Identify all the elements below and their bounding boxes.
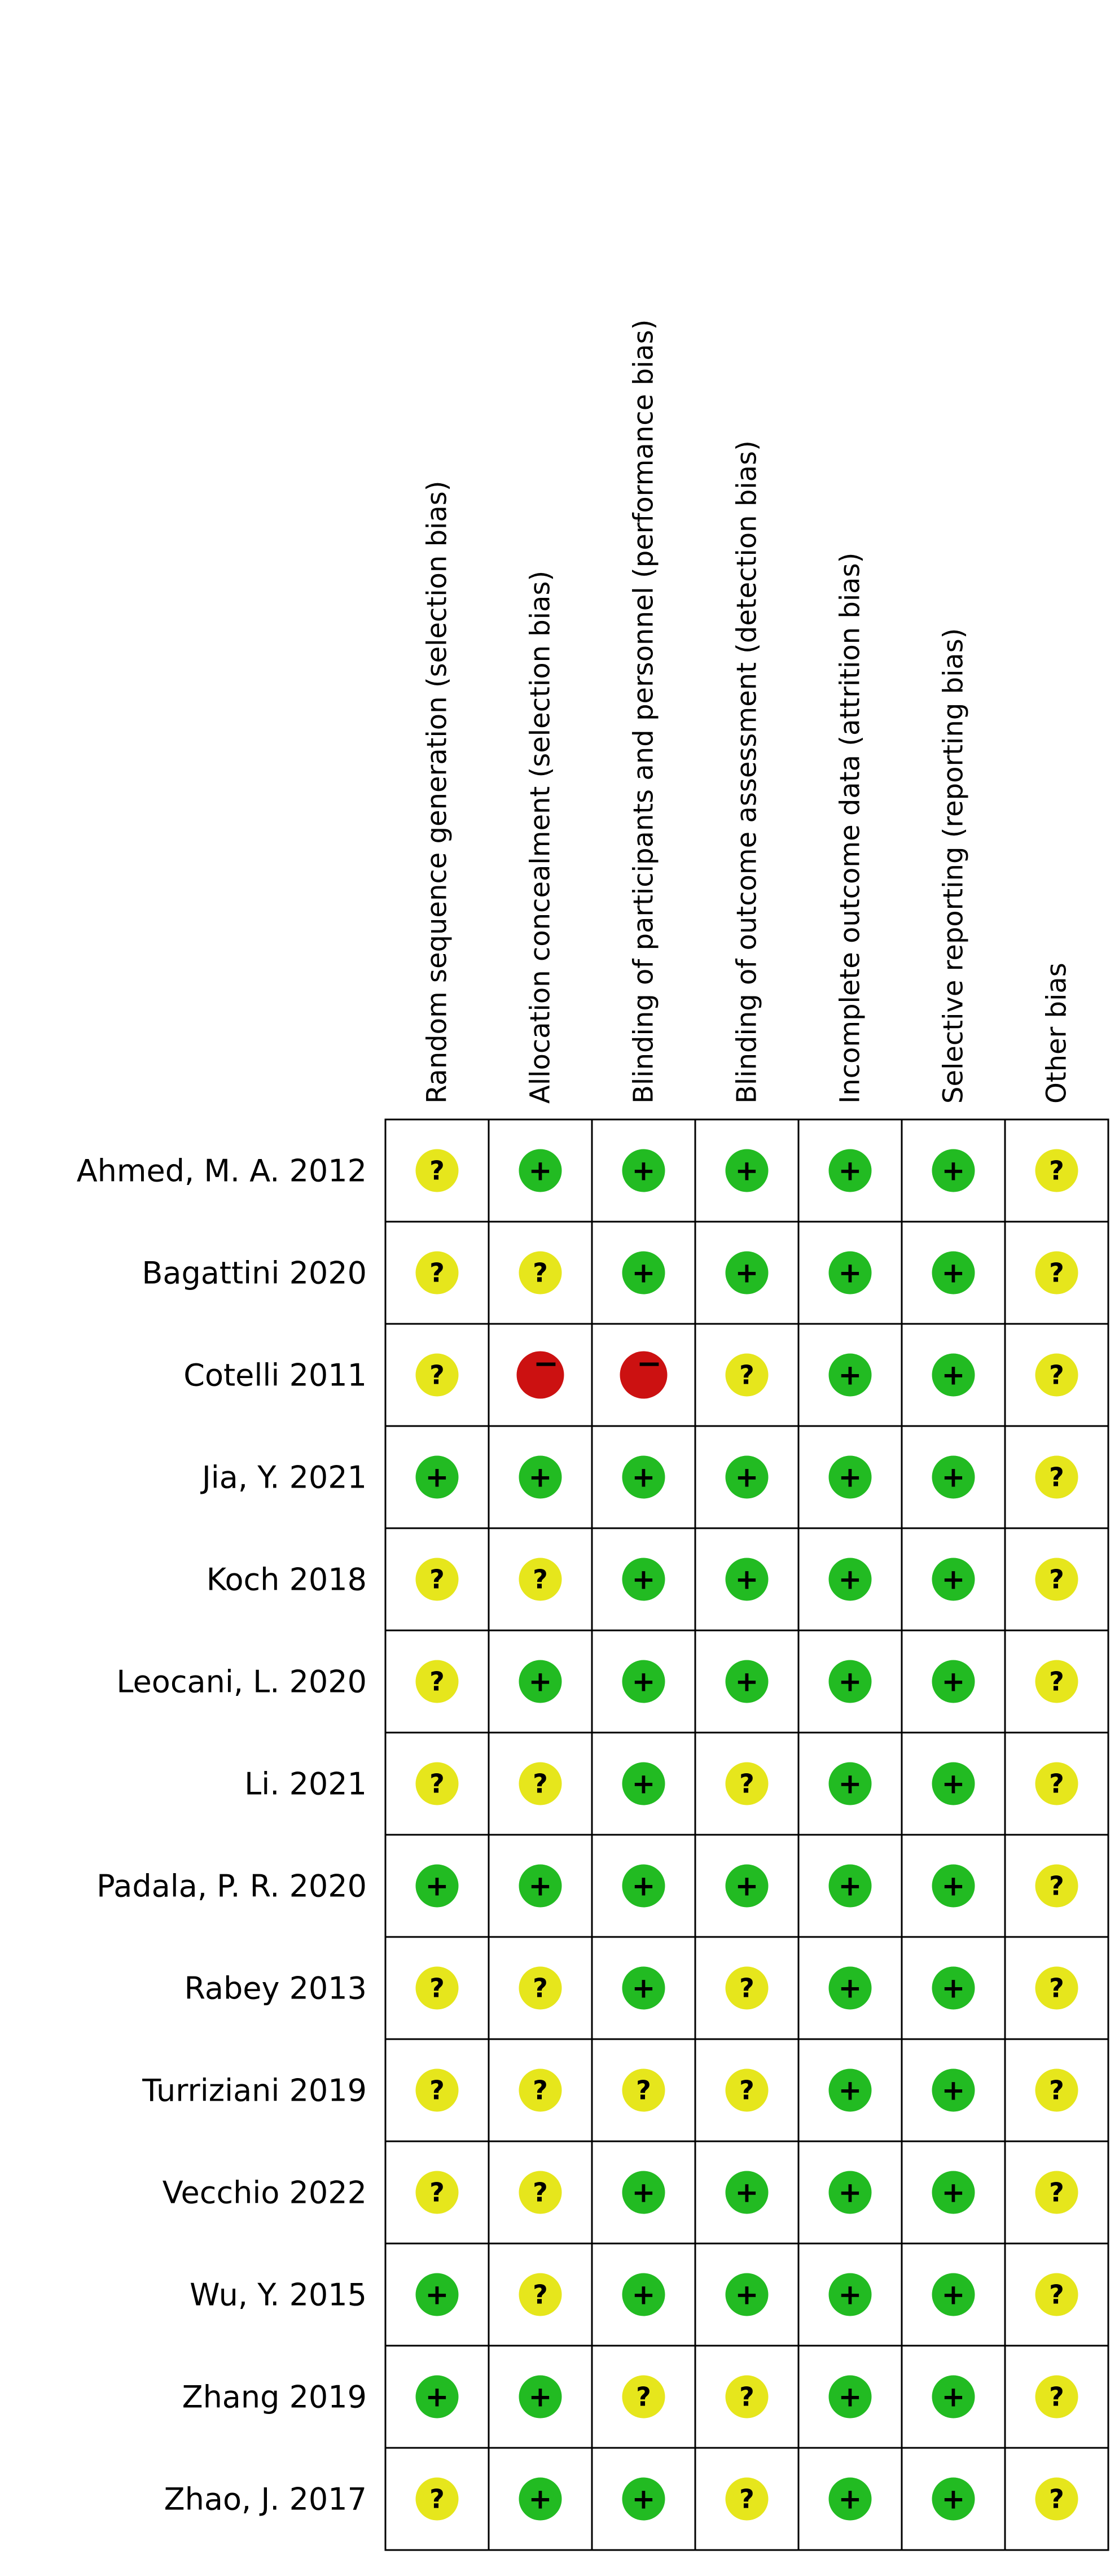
judgement-symbol: ? [429,2075,445,2106]
judgement-symbol: + [735,2278,759,2311]
judgement-symbol: + [941,2074,966,2107]
judgement-symbol: + [631,1256,656,1289]
row-label: Leocani, L. 2020 [116,1664,367,1700]
judgement-symbol: ? [533,2177,548,2208]
judgement-symbol: ? [1049,1973,1064,2004]
judgement-symbol: ? [1049,2075,1064,2106]
judgement-symbol: ? [429,1666,445,1697]
row-label: Bagattini 2020 [142,1255,367,1291]
judgement-symbol: + [425,2278,449,2311]
judgement-symbol: ? [739,1768,754,1799]
judgement-symbol: + [631,1563,656,1596]
judgement-symbol: + [941,2380,966,2413]
column-label: Selective reporting (reporting bias) [937,628,969,1104]
judgement-symbol: + [735,1256,759,1289]
judgement-symbol: ? [1049,1666,1064,1697]
judgement-symbol: + [941,1563,966,1596]
judgement-symbol: ? [533,1768,548,1799]
judgement-symbol: ? [533,1257,548,1288]
judgement-symbol: + [631,2176,656,2209]
judgement-symbol: + [838,2074,862,2107]
judgement-symbol: ? [533,2075,548,2106]
judgement-symbol: ? [1049,1462,1064,1493]
judgement-symbol: ? [1049,1870,1064,1901]
row-label: Koch 2018 [206,1562,367,1598]
judgement-symbol: + [631,1869,656,1903]
judgement-symbol: + [735,1154,759,1187]
judgement-symbol: + [838,2176,862,2209]
judgement-symbol: + [838,2380,862,2413]
column-label: Incomplete outcome data (attrition bias) [834,552,866,1104]
judgement-symbol: ? [429,1768,445,1799]
judgement-symbol: + [528,1665,552,1698]
judgement-symbol: − [533,1345,559,1381]
judgement-symbol: + [838,1358,862,1392]
judgement-symbol: + [735,1869,759,1903]
column-label: Other bias [1041,963,1073,1104]
judgement-symbol: + [838,1971,862,2005]
judgement-symbol: ? [1049,1564,1064,1595]
judgement-symbol: ? [429,1973,445,2004]
row-labels [77,1153,367,2517]
judgement-symbol: + [838,1767,862,1800]
column-label: Allocation concealment (selection bias) [524,570,556,1104]
judgement-symbol: + [425,1460,449,1494]
judgement-symbol: + [838,2482,862,2516]
judgement-symbol: + [838,1154,862,1187]
judgement-symbol: + [528,1154,552,1187]
judgement-symbol: + [941,1358,966,1392]
row-label: Turriziani 2019 [142,2072,367,2109]
row-label: Zhao, J. 2017 [164,2481,367,2517]
judgement-symbol: ? [1049,2483,1064,2514]
judgement-symbol: + [528,1460,552,1494]
judgement-symbol: + [838,1256,862,1289]
judgement-symbol: ? [1049,2279,1064,2310]
judgement-symbol: ? [429,1359,445,1390]
column-label: Random sequence generation (selection bias) [421,480,453,1104]
judgement-symbol: + [735,1460,759,1494]
judgement-symbol: + [735,1665,759,1698]
judgement-symbol: ? [636,2381,651,2412]
judgement-symbol: ? [1049,1257,1064,1288]
judgement-symbol: ? [533,2279,548,2310]
judgement-symbol: + [528,2482,552,2516]
judgement-symbol: + [631,2278,656,2311]
judgement-symbol: ? [429,1155,445,1186]
judgement-symbol: + [838,1563,862,1596]
judgement-symbol: + [631,1767,656,1800]
judgement-symbol: + [528,2380,552,2413]
judgement-symbol: + [631,1971,656,2005]
judgement-symbol: + [941,1971,966,2005]
judgement-symbol: ? [429,2483,445,2514]
row-label: Jia, Y. 2021 [201,1459,367,1495]
judgement-symbol: ? [1049,2177,1064,2208]
judgement-symbol: ? [429,1257,445,1288]
judgement-symbol: ? [1049,1768,1064,1799]
judgement-symbol: + [941,1665,966,1698]
judgement-symbol: + [941,2482,966,2516]
judgement-symbol: ? [533,1564,548,1595]
judgement-symbol: + [631,1154,656,1187]
judgement-symbol: ? [739,1973,754,2004]
judgement-symbol: + [941,1154,966,1187]
judgement-symbol: + [941,1460,966,1494]
judgement-symbol: + [941,1256,966,1289]
row-label: Padala, P. R. 2020 [96,1868,367,1904]
column-label: Blinding of participants and personnel (performance bias) [627,319,660,1104]
judgement-symbol: ? [429,2177,445,2208]
judgement-symbol: + [631,1665,656,1698]
judgement-symbol: + [941,1869,966,1903]
judgement-symbol: − [636,1345,662,1381]
judgement-symbol: ? [533,1973,548,2004]
judgement-symbol: ? [636,2075,651,2106]
judgement-grid [385,1119,1108,2550]
judgement-symbol: + [631,1460,656,1494]
judgement-symbol: + [941,1767,966,1800]
judgement-symbol: + [838,1460,862,1494]
row-label: Vecchio 2022 [162,2175,367,2211]
row-label: Rabey 2013 [184,1970,367,2006]
judgement-symbol: ? [739,2483,754,2514]
judgement-symbol: + [631,2482,656,2516]
column-labels [422,320,1073,1104]
judgement-symbol: + [838,1665,862,1698]
judgement-symbol: ? [1049,1155,1064,1186]
judgement-symbol: ? [429,1564,445,1595]
judgement-symbol: + [735,1563,759,1596]
judgement-symbol: + [941,2176,966,2209]
column-label: Blinding of outcome assessment (detection bias) [731,440,763,1104]
judgement-symbol: ? [1049,2381,1064,2412]
judgement-symbol: ? [739,2075,754,2106]
judgement-symbol: ? [739,1359,754,1390]
row-label: Wu, Y. 2015 [190,2277,367,2313]
judgement-symbol: + [941,2278,966,2311]
judgement-symbol: + [425,1869,449,1903]
judgement-symbol: + [425,2380,449,2413]
judgement-symbol: ? [1049,1359,1064,1390]
judgement-symbol: + [735,2176,759,2209]
row-label: Cotelli 2011 [183,1357,367,1393]
row-label: Ahmed, M. A. 2012 [76,1153,367,1189]
judgement-symbol: + [528,1869,552,1903]
row-label: Zhang 2019 [182,2379,367,2415]
judgement-symbol: + [838,2278,862,2311]
row-label: Li. 2021 [244,1766,367,1802]
judgement-symbol: + [838,1869,862,1903]
judgement-symbol: ? [739,2381,754,2412]
